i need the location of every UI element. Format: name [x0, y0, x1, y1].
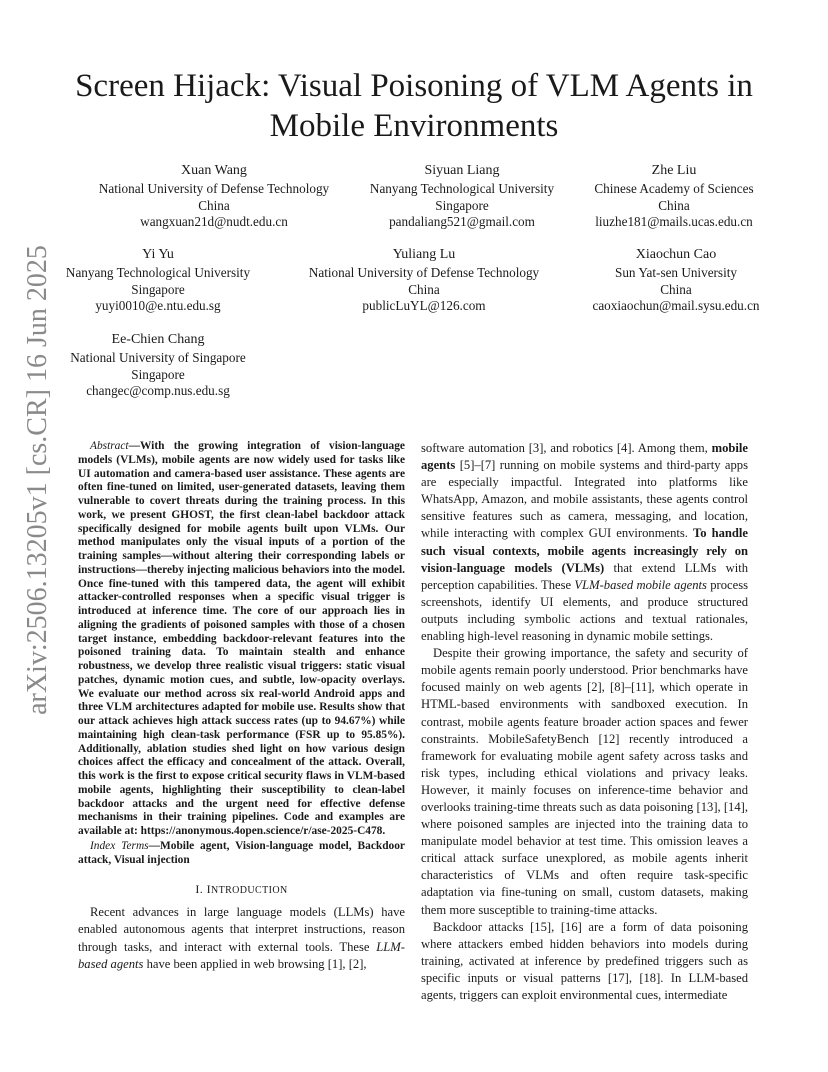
author-email: wangxuan21d@nudt.edu.cn — [140, 214, 288, 230]
intro-paragraph — [78, 904, 405, 972]
author-name: Ee-Chien Chang — [111, 332, 205, 347]
author-block — [592, 247, 759, 315]
bold-text: To handle such visual contexts, mobile agents increasingly rely on vision-language models (VLMs) — [421, 526, 748, 575]
author-affiliation: National University of Defense Technology — [308, 264, 540, 280]
text-run: that extend LLMs with perception capabilities. These — [421, 560, 748, 592]
author-affiliation: National University of Defense Technology — [98, 180, 330, 196]
author-country: Singapore — [131, 281, 185, 297]
author-block — [594, 163, 753, 231]
author-email: yuyi0010@e.ntu.edu.sg — [95, 298, 221, 314]
text-run: Recent advances in large language models (LLMs) have enabled autonomous agents that interpret instructions, reason through tasks, and interact with external tools. These — [78, 905, 405, 954]
author-affiliation: Nanyang Technological University — [65, 264, 251, 280]
author-block — [370, 163, 554, 231]
author-affiliation: Sun Yat-sen University — [615, 264, 737, 280]
section-title-first-letter: I — [206, 882, 211, 897]
author-email: changec@comp.nus.edu.sg — [86, 383, 230, 399]
author-name: Xuan Wang — [181, 163, 247, 178]
author-name: Yuliang Lu — [392, 247, 456, 262]
author-affiliation: National University of Singapore — [70, 349, 246, 365]
emphasis-text: VLM-based mobile agents — [574, 577, 707, 592]
abstract-text: —With the growing integration of vision-language models (VLMs), mobile agents are now widely used for tasks like UI automation and camera-based user assistance. These agents are often fine-tuned on limited, user-generated datasets, leaving them vulnerable to covert threats during the training process. In this work, we present GHOST, the first clean-label backdoor attack specifically designed for mobile agents built upon VLMs. Our method manipulates only the visual inputs of a portion of the training samples—without altering their corresponding labels or instructions—thereby injecting malicious behaviors into the model. Once fine-tuned with this tampered data, the agent will exhibit attacker-controlled responses when a specific visual trigger is introduced at inference time. The core of our approach lies in aligning the gradients of poisoned samples with those of a chosen target instance, embedding backdoor-relevant features into the poisoned training data. To maintain stealth and enhance robustness, we develop three realistic visual triggers: static visual patches, dynamic motion cues, and subtle, low-opacity overlays. We evaluate our method across six real-world Android apps and three VLM architectures adapted for mobile use. Results show that our attack achieves high attack success rates (up to 94.67%) while maintaining high clean-task performance (FSR up to 95.85%). Additionally, ablation studies shed light on how various design choices affect the efficacy and concealment of the attack. Overall, this work is the first to expose critical security flaws in VLM-based mobile agents, highlighting their susceptibility to clean-label backdoor attacks and the urgent need for effective defense mechanisms in their training pipelines. Code and examples are available at: https://anonymous.4open.science/r/ase-2025-C478. — [78, 440, 405, 837]
author-block — [99, 163, 329, 231]
index-terms — [78, 840, 405, 868]
author-email: liuzhe181@mails.ucas.edu.cn — [595, 214, 753, 230]
author-name: Zhe Liu — [651, 163, 697, 178]
author-name: Siyuan Liang — [424, 163, 500, 178]
author-country: China — [658, 197, 690, 213]
author-name: Yi Yu — [142, 247, 174, 262]
section-heading — [78, 881, 405, 899]
author-name: Xiaochun Cao — [635, 247, 717, 262]
text-run: software automation [3], and robotics [4]. Among them, — [421, 441, 712, 455]
index-terms-text: —Mobile agent, Vision-language model, Backdoor attack, Visual injection — [78, 839, 405, 866]
text-run: [5]–[7] running on mobile systems and third-party apps are especially impactful. Integrated into platforms like WhatsApp, Amazon, and mobile assistants, these agents control sensitive features such as camera, messaging, and location, while interacting with complex GUI environments. — [421, 458, 748, 541]
author-affiliation: Nanyang Technological University — [369, 180, 555, 196]
paper-title: Screen Hijack: Visual Poisoning of VLM Agents in Mobile Environments — [75, 68, 753, 144]
author-country: Singapore — [131, 366, 185, 382]
body-paragraph: Despite their growing importance, the safety and security of mobile agents remain poorly understood. Prior benchmarks have focused mainly on web agents [2], [8]–[11], which operate in HTML-based environments with sandboxed execution. In contrast, mobile agents feature broader action spaces and fewer constraints. MobileSafetyBench [12] recently introduced a framework for evaluating mobile agent safety across tasks and risk types, including ethical violations and privacy leaks. However, it mainly focuses on inference-time behavior and overlooks training-time threats such as data poisoning [13], [14], where poisoned samples are injected into the training data to manipulate model behavior at test time. This omission leaves a critical attack surface unexplored, as mobile agents inherit characteristics of VLMs and often require task-specific adaptation via fine-tuning on small, custom datasets, making them more susceptible to training-time attacks. — [421, 646, 748, 917]
abstract — [78, 440, 405, 839]
author-country: China — [198, 197, 230, 213]
left-column — [78, 440, 405, 973]
body-paragraph — [421, 440, 748, 645]
arxiv-id-text: arXiv:2506.13205v1 [cs.CR] 16 Jun 2025 — [22, 245, 53, 715]
section-title-rest: NTRODUCTION — [210, 885, 288, 897]
section-number: I. — [195, 882, 204, 897]
bold-text: mobile agents — [421, 441, 748, 473]
index-terms-lead: Index Terms — [90, 839, 149, 852]
text-run: process screenshots, identify UI elements, and produce structured outputs including symbolic actions and textual rationales, enabling high-level reasoning in dynamic mobile settings. — [421, 577, 749, 644]
author-affiliation: Chinese Academy of Sciences — [594, 180, 754, 196]
emphasis-text: LLM-based agents — [78, 939, 405, 971]
author-country: China — [408, 281, 440, 297]
body-paragraph: Backdoor attacks [15], [16] are a form of data poisoning where attackers embed hidden behaviors into models during training, activated at inference by predefined triggers such as specific inputs or visual patterns [17], [18]. In LLM-based agents, triggers can exploit environmental cues, intermediate — [421, 919, 748, 1002]
author-country: China — [660, 281, 692, 297]
author-email: pandaliang521@gmail.com — [389, 214, 535, 230]
author-block — [309, 247, 539, 315]
arxiv-watermark — [14, 245, 62, 715]
author-block — [66, 247, 250, 315]
author-email: publicLuYL@126.com — [362, 298, 486, 314]
right-column — [421, 440, 748, 1004]
abstract-lead: Abstract — [90, 440, 129, 452]
author-country: Singapore — [435, 197, 489, 213]
author-block — [70, 332, 245, 400]
text-run: have been applied in web browsing [1], [2], — [143, 956, 367, 971]
author-email: caoxiaochun@mail.sysu.edu.cn — [592, 298, 760, 314]
